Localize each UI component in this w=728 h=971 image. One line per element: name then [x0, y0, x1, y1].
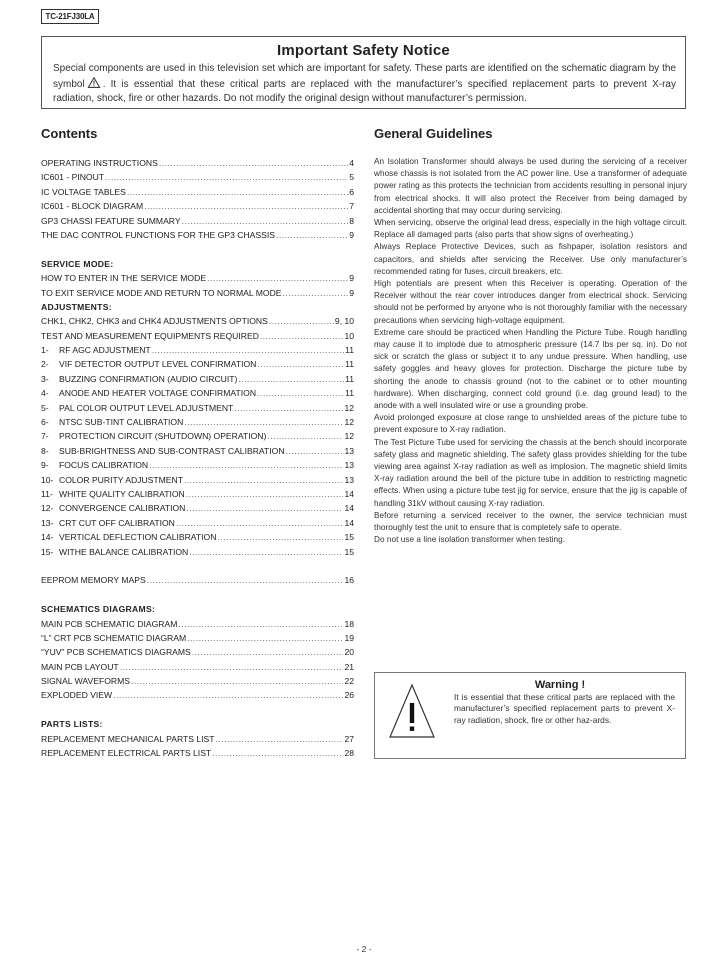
toc-entry-number: 14- [41, 532, 54, 543]
toc-leader-dots [269, 314, 334, 328]
toc-entry[interactable] [41, 487, 354, 501]
toc-section-heading: PARTS LISTS: [41, 719, 103, 730]
toc-entry-label: WITHE BALANCE CALIBRATION [59, 546, 189, 557]
toc-entry-number: 6- [41, 417, 49, 428]
toc-entry-page: 9, 10 [334, 316, 354, 327]
toc-entry-page: 11 [345, 388, 354, 399]
toc-entry-page: 6 [349, 186, 354, 197]
toc-entry-page: 15 [344, 546, 354, 557]
toc-entry-number: 3- [41, 373, 49, 384]
toc-entry-number: 1- [41, 345, 49, 356]
toc-entry[interactable] [41, 156, 354, 170]
toc-leader-dots [267, 429, 343, 443]
toc-entry[interactable] [41, 516, 354, 530]
toc-leader-dots [286, 444, 344, 458]
toc-entry[interactable] [41, 185, 354, 199]
toc-entry[interactable] [41, 688, 354, 702]
toc-spacer [41, 703, 354, 717]
toc-entry[interactable] [41, 199, 354, 213]
toc-leader-dots [189, 545, 343, 559]
toc-entry-page: 9 [349, 287, 354, 298]
toc-leader-dots [159, 156, 348, 170]
toc-entry-label: GP3 CHASSI FEATURE SUMMARY [41, 215, 181, 226]
toc-entry-page: 12 [344, 417, 354, 428]
toc-entry[interactable] [41, 271, 354, 285]
toc-entry[interactable] [41, 214, 354, 228]
toc-section-heading: SERVICE MODE: [41, 258, 114, 269]
toc-entry[interactable] [41, 732, 354, 746]
contents-list [41, 156, 354, 760]
toc-entry-page: 11 [345, 345, 354, 356]
toc-entry[interactable] [41, 660, 354, 674]
toc-entry[interactable] [41, 746, 354, 760]
toc-leader-dots [216, 732, 344, 746]
toc-entry-number: 10- [41, 474, 54, 485]
toc-entry-page: 11 [345, 359, 354, 370]
toc-entry-label: CRT CUT OFF CALIBRATION [59, 517, 175, 528]
toc-entry-page: 13 [344, 460, 354, 471]
toc-entry-page: 9 [349, 273, 354, 284]
toc-leader-dots [283, 286, 349, 300]
toc-leader-dots [147, 573, 344, 587]
toc-entry-page: 13 [344, 474, 354, 485]
toc-entry[interactable] [41, 286, 354, 300]
toc-leader-dots [184, 415, 343, 429]
toc-entry-label: SUB-BRIGHTNESS AND SUB-CONTRAST CALIBRATION [59, 445, 285, 456]
toc-entry[interactable] [41, 343, 354, 357]
toc-entry-page: 14 [344, 488, 354, 499]
toc-entry-page: 21 [344, 661, 354, 672]
toc-leader-dots [120, 660, 344, 674]
toc-entry[interactable] [41, 372, 354, 386]
safety-notice-text [53, 62, 676, 107]
toc-entry-label: TO EXIT SERVICE MODE AND RETURN TO NORMAL MODE [41, 287, 282, 298]
toc-leader-dots [178, 617, 343, 631]
safety-notice-title: Important Safety Notice [277, 42, 450, 59]
toc-entry-label: FOCUS CALIBRATION [59, 460, 149, 471]
toc-leader-dots [212, 746, 343, 760]
toc-entry-number: 12- [41, 503, 54, 514]
toc-entry-label: RF AGC ADJUSTMENT [59, 345, 151, 356]
toc-entry-page: 13 [344, 445, 354, 456]
guidelines-text [374, 156, 687, 547]
toc-entry-label: IC601 - BLOCK DIAGRAM [41, 201, 144, 212]
toc-entry-label: MAIN PCB LAYOUT [41, 661, 119, 672]
toc-entry-number: 11- [41, 488, 53, 499]
toc-leader-dots [152, 343, 344, 357]
toc-entry-number: 9- [41, 460, 49, 471]
toc-entry[interactable] [41, 530, 354, 544]
toc-leader-dots [186, 487, 344, 501]
toc-entry-page: 26 [344, 690, 354, 701]
toc-spacer [41, 242, 354, 256]
toc-entry-label: ANODE AND HEATER VOLTAGE CONFIRMATION [59, 388, 257, 399]
toc-entry[interactable] [41, 429, 354, 443]
toc-entry[interactable] [41, 617, 354, 631]
toc-leader-dots [186, 501, 343, 515]
guideline-paragraph: When servicing, observe the original lead dress, especially in the high voltage circuit. Replace all damaged parts (also parts that show signs of overheating.) [374, 218, 687, 240]
warning-box [374, 672, 686, 759]
toc-entry-page: 27 [344, 733, 354, 744]
toc-leader-dots [257, 357, 344, 371]
warning-text: It is essential that these critical parts are replaced with the manufacturer’s specified replacement parts to prevent X-ray radiation, shock, fire or other haz-ards. [454, 692, 675, 725]
toc-entry-label: PROTECTION CIRCUIT (SHUTDOWN) OPERATION) [59, 431, 267, 442]
toc-entry-label: NTSC SUB-TINT CALIBRATION [59, 417, 184, 428]
safety-notice-text-part2: . It is essential that these critical parts are replaced with the manufacturer’s specified replacement parts to prevent X-ray radiation, shock, fire or other hazards. Do not modify the original design without manufacturer’s permission. [53, 78, 676, 105]
toc-entry-number: 15- [41, 546, 54, 557]
toc-entry-label: OPERATING INSTRUCTIONS [41, 158, 158, 168]
toc-entry-page: 20 [344, 647, 354, 658]
toc-entry-page: 28 [344, 748, 354, 759]
guideline-paragraph: Always Replace Protective Devices, such as fishpaper, isolation resistors and capacitors, and shields after servicing the Receiver. Use only manufacturer’s recommended rating for fuses, circuit breakers, etc. [374, 242, 687, 276]
toc-entry-page: 5 [349, 172, 354, 183]
guideline-paragraph: Extreme care should be practiced when Handling the Picture Tube. Rough handling may cause it to implode due to atmospheric pressure (14.7 lbs per sq. in). Do not sick or scratch the glass or subject it to any undue pressure. When handling, use safety goggles and heavy gloves for protection. Discharge the picture tube by shorting the anode to chassis ground (not to the cabinet or to other mounting hardware). When discharging, connect cold ground (i.e. dag ground lead) to the anode with a well insulated wire or use a grounding probe. [374, 327, 687, 411]
guideline-paragraph: Do not use a line isolation transformer when testing. [374, 535, 566, 545]
toc-entry-number: 4- [41, 388, 49, 399]
guidelines-title: General Guidelines [374, 126, 493, 141]
toc-leader-dots [276, 228, 348, 242]
contents-title: Contents [41, 126, 98, 141]
toc-entry-number: 5- [41, 402, 49, 413]
guideline-paragraph: High potentials are present when this Receiver is operating. Operation of the Receiver without the rear cover introduces danger from electrical shock. Servicing should not be performed by anyone who is not thoroughly familiar with the necessary precautions when servicing high-voltage equipment. [374, 279, 687, 325]
toc-entry-label: HOW TO ENTER IN THE SERVICE MODE [41, 273, 207, 284]
toc-leader-dots [260, 329, 344, 343]
toc-spacer [41, 559, 354, 573]
toc-entry-label: COLOR PURITY ADJUSTMENT [59, 474, 183, 485]
toc-entry-label: MAIN PCB SCHEMATIC DIAGRAM [41, 618, 178, 629]
toc-entry-page: 22 [344, 676, 354, 687]
toc-entry-label: “L” CRT PCB SCHEMATIC DIAGRAM [41, 632, 187, 643]
safety-notice-text-part1: Special components are used in this television set which are important for safety. These parts are identified on the schematic diagram by the symbol [53, 63, 676, 90]
toc-entry-page: 4 [349, 158, 354, 168]
toc-leader-dots [131, 674, 343, 688]
toc-entry-label: IC601 - PINOUT [41, 172, 105, 183]
toc-section-heading: ADJUSTMENTS: [41, 301, 112, 312]
toc-entry-page: 19 [344, 632, 354, 643]
toc-entry-page: 14 [344, 517, 354, 528]
toc-leader-dots [182, 214, 349, 228]
guideline-paragraph: Avoid prolonged exposure at close range to unshielded areas of the picture tube to prevent exposure to X-ray radiation. [374, 413, 687, 435]
toc-leader-dots [144, 199, 348, 213]
toc-entry-label: VERTICAL DEFLECTION CALIBRATION [59, 532, 217, 543]
toc-entry[interactable] [41, 228, 354, 242]
model-tag: TC-21FJ30LA [41, 9, 99, 24]
toc-leader-dots [234, 401, 343, 415]
toc-entry[interactable] [41, 545, 354, 559]
toc-entry[interactable] [41, 473, 354, 487]
toc-entry-label: WHITE QUALITY CALIBRATION [59, 488, 185, 499]
toc-leader-dots [127, 185, 348, 199]
toc-entry-page: 15 [344, 532, 354, 543]
toc-leader-dots [184, 473, 343, 487]
toc-leader-dots [105, 170, 348, 184]
toc-entry-label: REPLACEMENT MECHANICAL PARTS LIST [41, 733, 215, 744]
guideline-paragraph: The Test Picture Tube used for servicing the chassis at the bench should incorporate safety glass and magnetic shielding. The safety glass provides shielding for the tube viewing area against X-ray radiation as well as implosion. The magnetic shield limits X-ray radiation around the bell of the picture tube in addition to restricting magnetic effects. When using a picture tube test jig for service, ensure that the jig is capable of handling 31kV without causing X-ray radiation. [374, 437, 687, 508]
toc-leader-dots [257, 386, 344, 400]
contents-column [41, 126, 354, 760]
toc-entry-number: 13- [41, 517, 54, 528]
toc-entry[interactable] [41, 631, 354, 645]
toc-leader-dots [207, 271, 348, 285]
toc-leader-dots [217, 530, 343, 544]
toc-leader-dots [149, 458, 343, 472]
toc-entry-number: 2- [41, 359, 49, 370]
toc-leader-dots [176, 516, 344, 530]
toc-entry-page: 14 [344, 503, 354, 514]
toc-entry[interactable] [41, 674, 354, 688]
toc-entry[interactable] [41, 444, 354, 458]
toc-entry-label: TEST AND MEASUREMENT EQUIPMENTS REQUIRED [41, 330, 259, 341]
toc-entry-label: CONVERGENCE CALIBRATION [59, 503, 186, 514]
toc-entry[interactable] [41, 401, 354, 415]
toc-entry[interactable] [41, 458, 354, 472]
toc-entry-page: 12 [344, 402, 354, 413]
toc-entry-label: THE DAC CONTROL FUNCTIONS FOR THE GP3 CHASSIS [41, 229, 275, 240]
toc-entry-page: 18 [344, 618, 354, 629]
toc-leader-dots [238, 372, 344, 386]
toc-entry-number: 7- [41, 431, 49, 442]
toc-entry-page: 10 [344, 330, 354, 341]
toc-entry-page: 8 [349, 215, 354, 226]
toc-entry[interactable] [41, 645, 354, 659]
toc-spacer [41, 588, 354, 602]
warning-triangle-icon [87, 77, 101, 88]
toc-entry-label: CHK1, CHK2, CHK3 and CHK4 ADJUSTMENTS OPTIONS [41, 316, 268, 327]
toc-section-heading: SCHEMATICS DIAGRAMS: [41, 604, 156, 615]
toc-entry-label: EXPLODED VIEW [41, 690, 113, 701]
toc-entry-label: EEPROM MEMORY MAPS [41, 575, 146, 586]
toc-entry[interactable] [41, 170, 354, 184]
toc-entry[interactable] [41, 329, 354, 343]
page-number: - 2 - [356, 944, 372, 954]
toc-entry-page: 12 [344, 431, 354, 442]
toc-entry-label: VIF DETECTOR OUTPUT LEVEL CONFIRMATION [59, 359, 257, 370]
toc-entry[interactable] [41, 386, 354, 400]
safety-notice-box [41, 36, 686, 109]
toc-entry-number: 8- [41, 445, 49, 456]
guideline-paragraph: Before returning a serviced receiver to the owner, the service technician must thoroughly test the unit to ensure that is completely safe to operate. [374, 510, 687, 533]
warning-triangle-icon [388, 683, 436, 739]
toc-entry-label: BUZZING CONFIRMATION (AUDIO CIRCUIT) [59, 373, 238, 384]
guideline-paragraph: An Isolation Transformer should always be used during the servicing of a receiver whose chassis is not isolated from the AC power line. Use a transformer of adequate power rating as this protects the technician from accidents resulting in personal injury from electrical shocks. It will also protect the Receiver from being damaged by accidental shorting that may occur during servicing. [374, 157, 687, 215]
toc-entry[interactable] [41, 573, 354, 587]
toc-entry-label: IC VOLTAGE TABLES [41, 186, 126, 197]
toc-entry-label: SIGNAL WAVEFORMS [41, 676, 130, 687]
toc-leader-dots [113, 688, 343, 702]
warning-title: Warning ! [534, 679, 586, 691]
toc-leader-dots [187, 631, 343, 645]
toc-entry-page: 9 [349, 229, 354, 240]
toc-entry-label: “YUV” PCB SCHEMATICS DIAGRAMS [41, 647, 191, 658]
toc-entry[interactable] [41, 357, 354, 371]
toc-entry-page: 7 [349, 201, 354, 212]
toc-entry-label: PAL COLOR OUTPUT LEVEL ADJUSTMENT [59, 402, 234, 413]
toc-entry-page: 16 [344, 575, 354, 586]
toc-entry-label: REPLACEMENT ELECTRICAL PARTS LIST [41, 748, 212, 759]
guidelines-column [374, 126, 687, 547]
toc-leader-dots [192, 645, 344, 659]
toc-entry[interactable] [41, 314, 354, 328]
toc-entry[interactable] [41, 501, 354, 515]
toc-entry[interactable] [41, 415, 354, 429]
toc-entry-page: 11 [345, 373, 354, 384]
